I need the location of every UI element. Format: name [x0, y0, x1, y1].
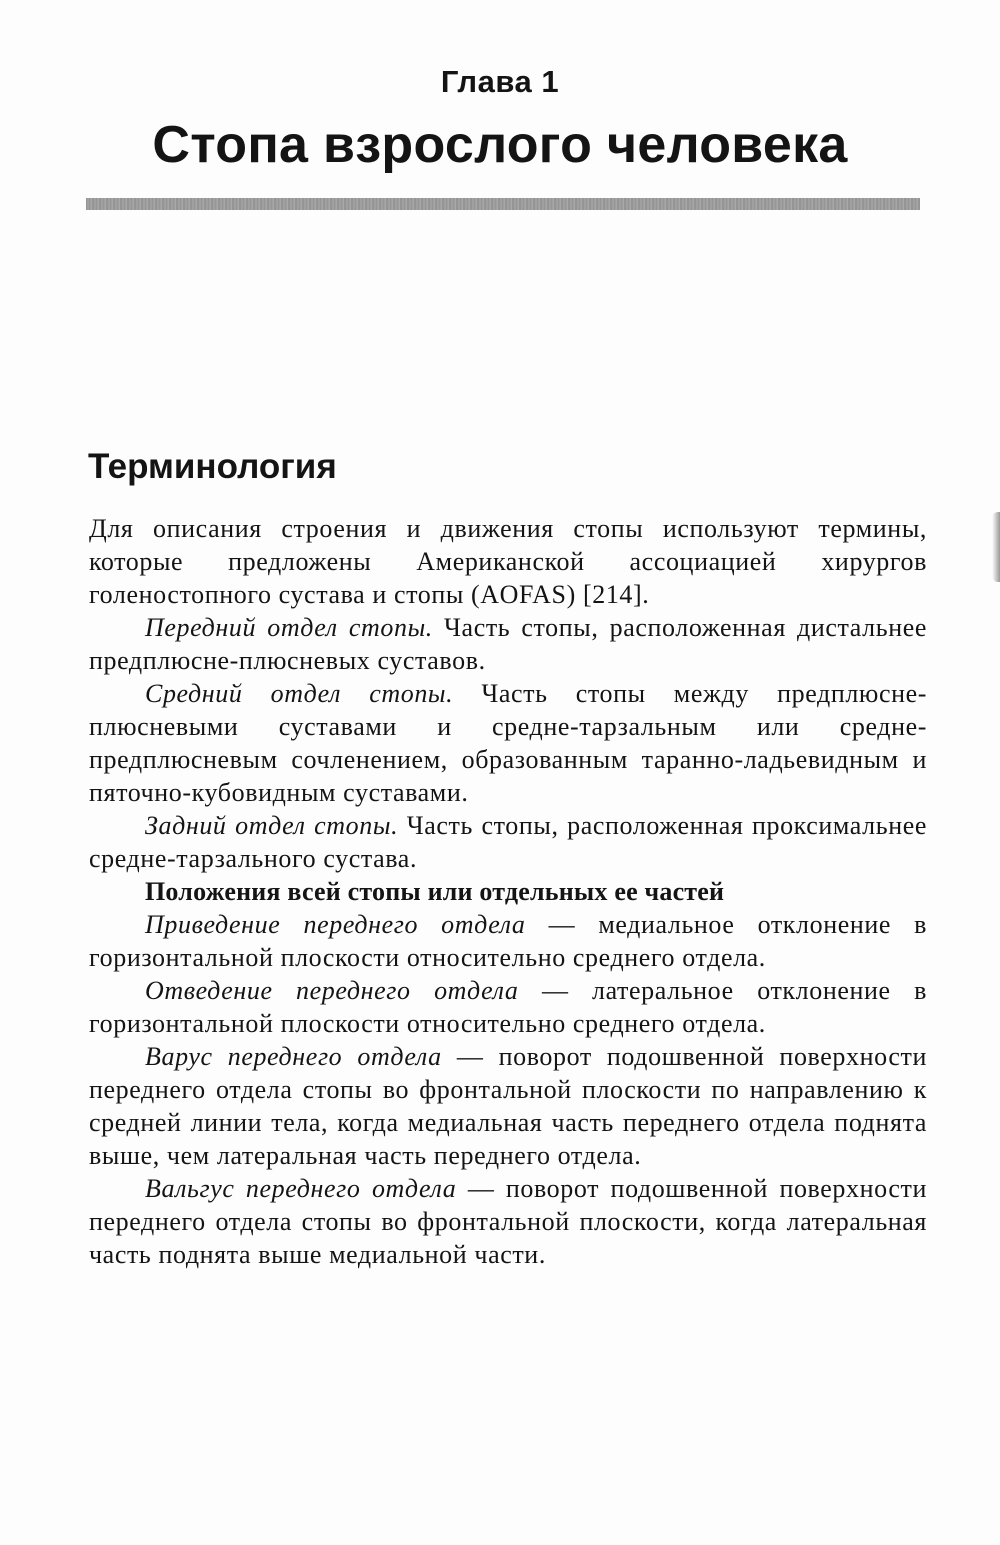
paragraph-midfoot [89, 677, 927, 809]
paragraph-abduction [89, 974, 927, 1040]
paragraph-adduction [89, 908, 927, 974]
definition-valgus: — поворот подошвенной поверхности переднего отдела стопы во фронтальной плоскости, когда латеральная часть поднята выше медиальной части. [89, 1174, 927, 1269]
paragraph-valgus [89, 1172, 927, 1271]
chapter-divider [86, 198, 920, 210]
term-adduction: Приведение переднего отдела [145, 910, 526, 939]
paragraph-varus [89, 1040, 927, 1172]
term-midfoot: Средний отдел стопы. [145, 679, 454, 708]
chapter-number: Глава 1 [440, 64, 560, 99]
section-heading: Терминология [88, 447, 337, 486]
definition-adduction: — медиальное отклонение в горизонтальной плоскости относительно среднего отдела. [89, 910, 927, 972]
definition-hindfoot: Часть стопы, расположенная проксимальнее средне-тарзального сустава. [89, 811, 927, 873]
intro-paragraph: Для описания строения и движения стопы используют термины, которые предложены Американской ассоциацией хирургов голеностопного сустава и стопы (AOFAS) [214]. [89, 514, 927, 609]
definition-abduction: — латеральное отклонение в горизонтальной плоскости относительно среднего отдела. [89, 976, 927, 1038]
subsection-heading-positions: Положения всей стопы или отдельных ее частей [145, 877, 725, 906]
definition-midfoot: Часть стопы между предплюсне-плюсневыми суставами и средне-тарзальным или средне-предплюсневым сочленением, образованным таранно-ладьевидным и пяточно-кубовидным суставами. [89, 679, 927, 807]
term-hindfoot: Задний отдел стопы. [145, 811, 399, 840]
definition-forefoot: Часть стопы, расположенная дистальнее предплюсне-плюсневых суставов. [89, 613, 927, 675]
chapter-title: Стопа взрослого человека [152, 116, 848, 174]
term-abduction: Отведение переднего отдела [145, 976, 519, 1005]
term-varus: Варус переднего отдела [145, 1042, 442, 1071]
page-edge-shadow [992, 512, 1000, 582]
definition-varus: — поворот подошвенной поверхности переднего отдела стопы во фронтальной плоскости по направлению к средней линии тела, когда медиальная часть переднего отдела поднята выше, чем латеральная часть переднего отдела. [89, 1042, 927, 1170]
body-text [89, 512, 927, 1271]
term-forefoot: Передний отдел стопы. [145, 613, 433, 642]
term-valgus: Вальгус переднего отдела [145, 1174, 457, 1203]
paragraph-forefoot [89, 611, 927, 677]
paragraph-hindfoot [89, 809, 927, 875]
